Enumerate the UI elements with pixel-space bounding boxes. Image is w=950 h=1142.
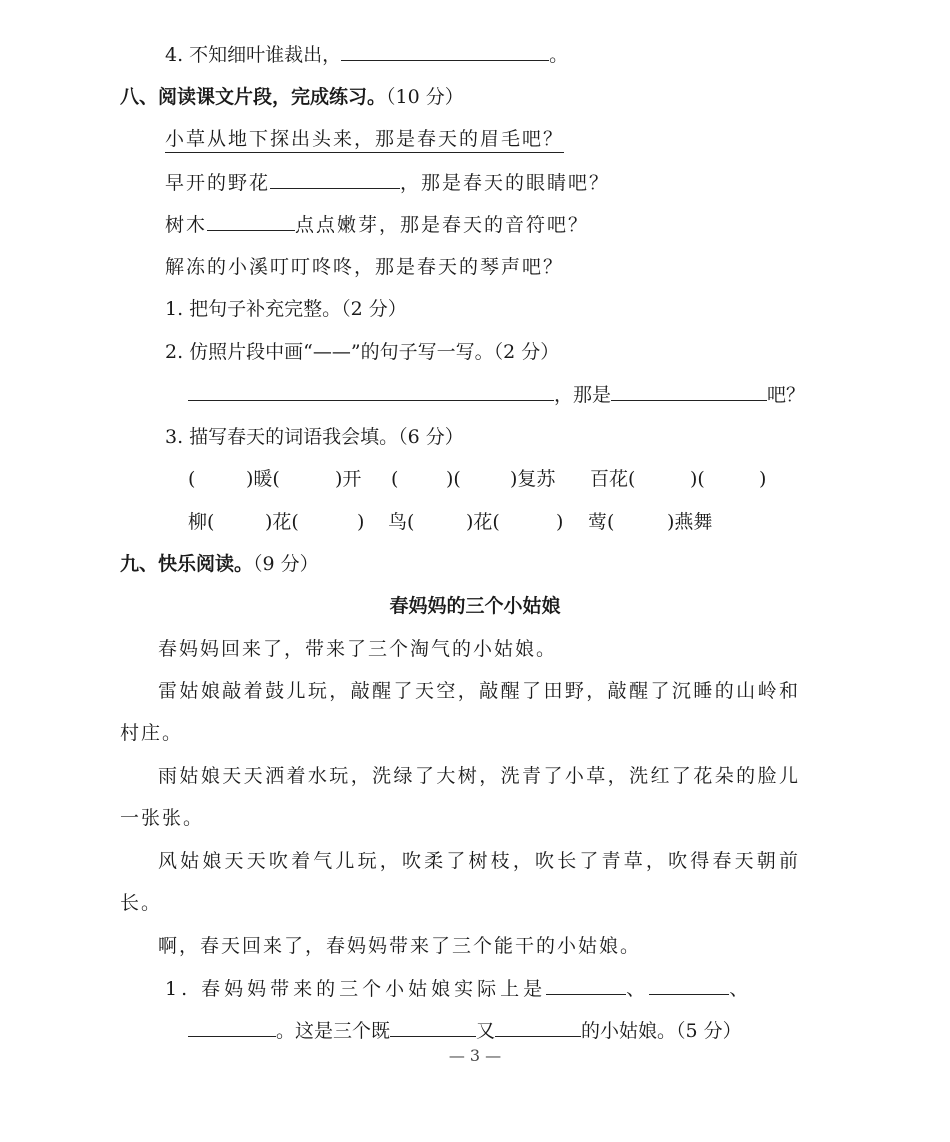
line2-start: 早开的野花 [165,172,271,194]
story-paragraph-4: 风姑娘天天吹着气儿玩，吹柔了树枝，吹长了青草，吹得春天朝前长。 [120,850,800,914]
story-paragraph-2: 雷姑娘敲着鼓儿玩，敲醒了天空，敲醒了田野，敲醒了沉睡的山岭和村庄。 [120,680,800,744]
section-9-heading [120,550,319,578]
section-9-points: （9 分） [253,553,319,575]
imitation-line [188,380,805,409]
question-9-1-text: 1. 春妈妈带来的三个小姑娘实际上是 [165,978,547,1000]
q4-blank[interactable] [341,40,549,61]
story-paragraph-5: 啊，春天回来了，春妈妈带来了三个能干的小姑娘。 [158,935,642,957]
trait-blank-2[interactable] [495,1016,581,1037]
question-9-1-line-2 [188,1016,742,1045]
word-row-1-part: )开 [335,468,362,490]
page-number: — 3 — [448,1046,502,1065]
passage-line-1 [165,125,564,153]
underlined-sentence: 小草从地下探出头来，那是春天的眉毛吧？ [165,128,564,153]
section-8-heading [120,83,464,111]
line2-end: ，那是春天的眼睛吧？ [400,172,611,194]
girl-blank-3[interactable] [188,1016,276,1037]
imitation-blank-1[interactable] [188,380,554,401]
word-row-1-part: 百花( [590,468,636,490]
section-8-points: （10 分） [386,86,464,108]
imitation-blank-2[interactable] [611,380,767,401]
separator-1: 、 [626,978,650,1000]
question-8-3: 3. 描写春天的词语我会填。（6 分） [165,426,464,448]
word-row-1-part: )( [690,468,705,490]
word-row-2-part: )花( [265,511,299,533]
imitation-end: 吧？ [767,384,806,406]
question-8-2: 2. 仿照片段中画“——”的句子写一写。（2 分） [165,341,560,363]
word-row-1-part: ) [759,468,767,490]
passage-line-2 [165,168,610,197]
word-row-2-part: 柳( [188,511,215,533]
section-8-title: 八、阅读课文片段，完成练习。 [120,86,387,108]
q4-line [165,40,568,69]
story-title: 春妈妈的三个小姑娘 [389,595,561,617]
word-row-2-part: )花( [466,511,500,533]
girl-blank-2[interactable] [649,974,729,995]
line3-end: 点点嫩芽，那是春天的音符吧？ [295,214,590,236]
word-row-2-part: 鸟( [388,511,415,533]
question-9-1-end: 的小姑娘。（5 分） [581,1020,742,1042]
passage-line-3 [165,210,589,239]
word-row-1-part: )( [446,468,461,490]
line3-start: 树木 [165,214,208,236]
word-row-2-part: )燕舞 [667,511,713,533]
trait-blank-1[interactable] [390,1016,476,1037]
girl-blank-1[interactable] [546,974,626,995]
imitation-mid: ，那是 [554,384,612,406]
passage-line-4 [165,253,564,281]
section-9-title: 九、快乐阅读。 [120,553,254,575]
word-row-1-part: ( [188,468,196,490]
question-9-1-mid: 。这是三个既 [276,1020,391,1042]
story-paragraph-1: 春妈妈回来了，带来了三个淘气的小姑娘。 [158,638,558,660]
question-8-1: 1. 把句子补充完整。（2 分） [165,298,407,320]
separator-2: 、 [729,978,753,1000]
wildflower-blank[interactable] [270,168,400,189]
word-row-2-part: 莺( [588,511,615,533]
word-row-2-part: ) [556,511,564,533]
word-row-1-part: )暖( [246,468,280,490]
question-9-1-and: 又 [476,1020,496,1042]
word-row-1-part: ( [391,468,399,490]
q4-text: 4. 不知细叶谁裁出， [165,44,342,66]
line4-text: 解冻的小溪叮叮咚咚，那是春天的琴声吧？ [165,256,565,278]
word-row-1-part: )复苏 [510,468,556,490]
q4-end: 。 [549,44,569,66]
tree-blank[interactable] [207,210,295,231]
word-row-2-part: ) [357,511,365,533]
story-paragraph-3: 雨姑娘天天洒着水玩，洗绿了大树，洗青了小草，洗红了花朵的脸儿一张张。 [120,765,800,829]
question-9-1-line-1 [165,974,752,1003]
